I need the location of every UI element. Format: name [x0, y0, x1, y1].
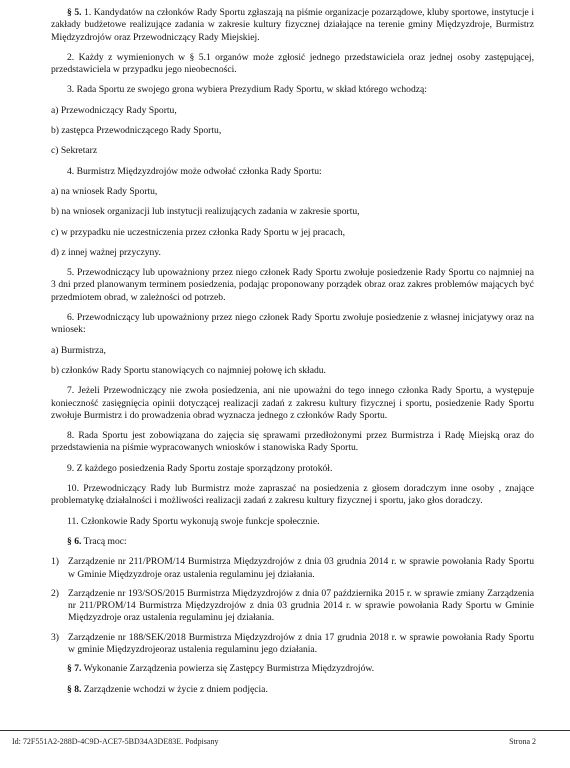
paragraph: [51, 345, 534, 357]
paragraph-text: c) Sekretarz: [51, 145, 98, 157]
paragraph: [51, 430, 534, 455]
paragraph: [51, 267, 534, 304]
paragraph-text: 10. Przewodniczący Rady lub Burmistrz może zapraszać na posiedzenia z głosem doradczym inne osoby , znające problematykę działalności i możliwości realizacji zadań z zakresu kultury fizycznej i sportu, jako głos doradczy.: [51, 483, 534, 507]
list-item-number: 1): [51, 556, 59, 568]
paragraph: [51, 483, 534, 508]
section-mark: § 8.: [67, 683, 82, 695]
document-id-footer: Id: 72F551A2-288D-4C9D-ACE7-5BD34A3DE83E. Podpisany: [12, 737, 219, 746]
paragraph-text: 2. Każdy z wymienionych w § 5.1 organów może zgłosić jednego przedstawiciela oraz jednej osoby zastępującej, przedstawiciela w przypadku jego nieobecności.: [51, 51, 534, 76]
paragraph-text: 9. Z każdego posiedzenia Rady Sportu zostaje sporządzony protokół.: [67, 462, 333, 474]
list-item-text: Zarządzenie nr 188/SEK/2018 Burmistrza Międzyzdrojów z dnia 17 grudnia 2018 r. w sprawie powołania Rady Sportu w gminie Międzyzdrojeoraz ustalenia regulaminu jego działania.: [68, 631, 534, 655]
paragraph: [51, 52, 534, 77]
paragraph: [51, 186, 534, 198]
list-item-number: 3): [51, 631, 59, 643]
list-item: [51, 556, 534, 581]
paragraph-text: b) członków Rady Sportu stanowiących co najmniej połowę ich składu.: [51, 364, 326, 376]
paragraph-text: a) Przewodniczący Rady Sportu,: [51, 104, 177, 116]
repealed-list: [51, 556, 534, 656]
page-number: Strona 2: [509, 737, 536, 746]
list-item-text: Zarządzenie nr 211/PROM/14 Burmistrza Międzyzdrojów z dnia 03 grudnia 2014 r. w sprawie powołania Rady Sportu w Gminie Międzyzdroje oraz ustalenia regulaminu jej działania.: [68, 556, 534, 580]
paragraph-text: Wykonanie Zarządzenia powierza się Zastępcy Burmistrza Międzyzdrojów.: [81, 663, 375, 675]
paragraph: [51, 125, 534, 137]
paragraph-text: 1. Kandydatów na członków Rady Sportu zgłaszają na piśmie organizacje pozarządowe, kluby sportowe, instytucje i zakłady budżetowe realizujące zadania w zakresie kultury fizycznej działające na terenie gminy Międzyzdroje, Burmistrz Międzyzdrojów oraz Przewodniczący Rady Miejskiej.: [51, 7, 534, 43]
paragraph-text: 8. Rada Sportu jest zobowiązana do zajęcia się sprawami przedłożonymi przez Burmistrza i Radę Miejską oraz do przedstawienia na piśmie wypracowanych wniosków i stanowiska Rady Sportu.: [51, 430, 534, 454]
paragraph: [51, 7, 534, 44]
paragraph-text: 4. Burmistrz Międzyzdrojów może odwołać członka Rady Sportu:: [67, 165, 322, 177]
paragraph-text: c) w przypadku nie uczestniczenia przez członka Rady Sportu w jej pracach,: [51, 226, 346, 238]
closing-paragraphs: [51, 663, 534, 696]
section-mark: § 6.: [67, 535, 82, 547]
paragraph-text: 6. Przewodniczący lub upoważniony przez niego członek Rady Sportu zwołuje posiedzenie z własnej inicjatywy oraz na wniosek:: [51, 312, 534, 336]
paragraph: [51, 227, 534, 239]
document-body: [51, 7, 534, 704]
paragraph: [51, 365, 534, 377]
paragraph-text: Tracą moc:: [81, 535, 127, 547]
paragraph: [51, 536, 534, 548]
list-item: [51, 632, 534, 657]
paragraph: [51, 105, 534, 117]
paragraph-text: a) na wniosek Rady Sportu,: [51, 185, 158, 197]
paragraph: [51, 684, 534, 696]
paragraph-text: b) na wniosek organizacji lub instytucji realizujących zadania w zakresie sportu,: [51, 206, 360, 218]
paragraph: [51, 385, 534, 422]
paragraph: [51, 145, 534, 157]
paragraph: [51, 247, 534, 259]
paragraph-list: [51, 7, 534, 548]
paragraph: [51, 206, 534, 218]
list-item: [51, 588, 534, 625]
paragraph-text: 5. Przewodniczący lub upoważniony przez niego członek Rady Sportu zwołuje posiedzenie Rady Sportu co najmniej na 3 dni przed planowanym terminem posiedzenia, podając proponowany porządek obraz oraz zakres problemów mających być przedmiotem obrad, w zależności od potrzeb.: [51, 267, 534, 303]
paragraph: [51, 312, 534, 337]
paragraph-text: 11. Członkowie Rady Sportu wykonują swoje funkcje społecznie.: [67, 515, 320, 527]
paragraph-text: b) zastępca Przewodniczącego Rady Sportu,: [51, 125, 222, 137]
paragraph: [51, 516, 534, 528]
list-item-number: 2): [51, 587, 59, 599]
paragraph-text: 7. Jeżeli Przewodniczący nie zwoła posiedzenia, ani nie upoważni do tego innego członka Rady Sportu, a występuje konieczność zasięgnięcia opinii dotyczącej realizacji zadań z zakresu kultury fizycznej i sportu, posiedzenie Rady Sportu zwołuje Burmistrz i do prowadzenia obrad wyznacza jednego z członków Rady Sportu.: [51, 385, 534, 421]
paragraph-text: a) Burmistrza,: [51, 344, 106, 356]
paragraph-text: 3. Rada Sportu ze swojego grona wybiera Prezydium Rady Sportu, w skład którego wchodzą:: [67, 84, 427, 96]
footer-divider: [0, 730, 570, 731]
paragraph: [51, 663, 534, 675]
paragraph-text: Zarządzenie wchodzi w życie z dniem podjęcia.: [81, 683, 268, 695]
list-item-text: Zarządzenie nr 193/SOS/2015 Burmistrza Międzyzdrojów z dnia 07 października 2015 r. w sprawie zmiany Zarządzenia nr 211/PROM/14 Burmistrza Międzyzdrojów z dnia 03 grudnia 2014 r. w sprawie powołania Rady Sportu w Gminie Międzyzdroje oraz ustalenia regulaminu jej działania.: [68, 587, 534, 624]
paragraph: [51, 166, 534, 178]
paragraph: [51, 84, 534, 96]
section-mark: § 5.: [67, 7, 82, 18]
section-mark: § 7.: [67, 663, 82, 675]
paragraph-text: d) z innej ważnej przyczyny.: [51, 246, 161, 258]
paragraph: [51, 463, 534, 475]
